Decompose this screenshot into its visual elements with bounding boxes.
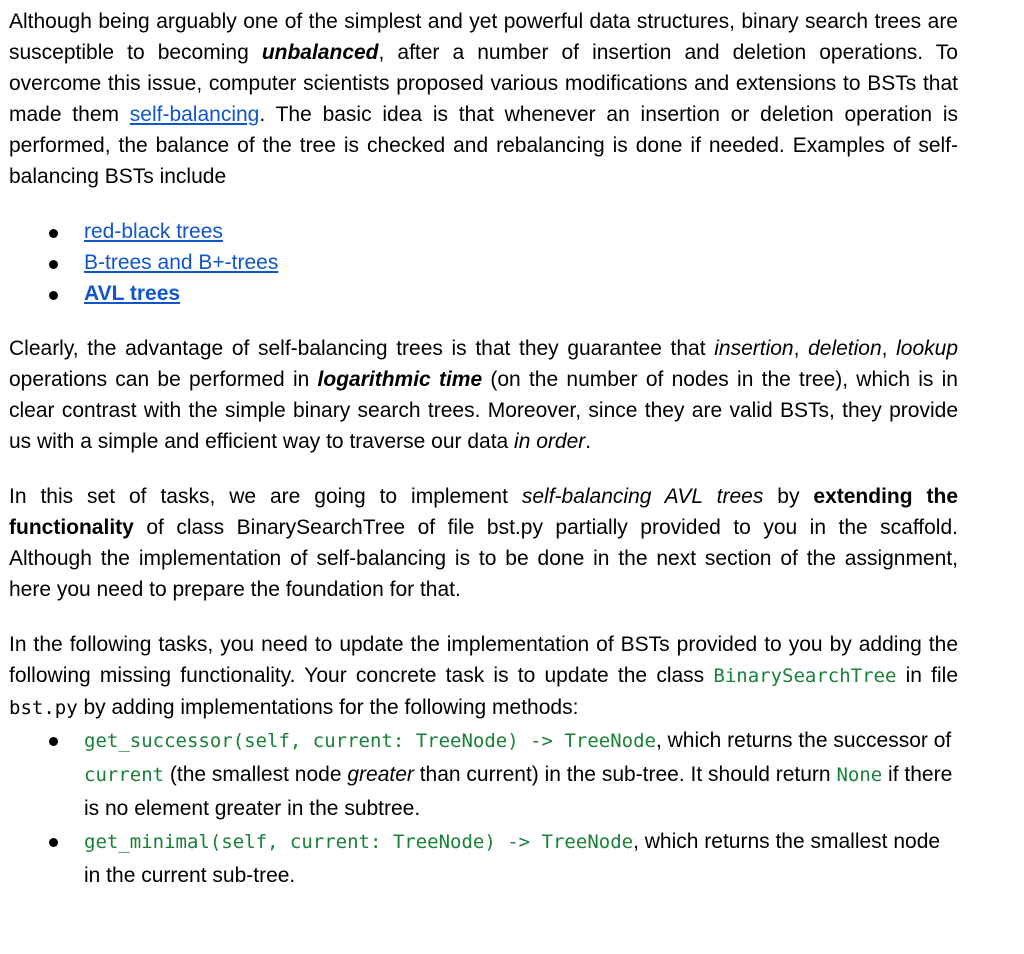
list-item [9,278,958,309]
tasks-paragraph [9,481,958,605]
tasks-text-1: In this set of tasks, we are going to implement [9,485,522,508]
intro-text-2: , after a number of insertion and deletion operations. To overcome this issue, computer scientists proposed various modifications and extensions to BSTs that made them [9,41,958,126]
intro-paragraph [9,6,958,192]
tasks-text-3: of class BinarySearchTree of file bst.py partially provided to you in the scaffold. Although the implementation of self-balancing is to be done in the next section of the assignment, here you need to prepare the foundation for that. [9,516,958,601]
self-balancing-link[interactable]: self-balancing [129,103,260,126]
follow-text-3: by adding implementations for the following methods: [77,696,579,719]
examples-list [9,216,958,309]
extending-emphasis: extending the functionality [9,485,959,539]
adv-text-5: (on the number of nodes in the tree), which is in clear contrast with the simple binary search trees. Moreover, since they are valid BSTs, they provide us with a simple and efficient way to traverse our data [9,368,958,453]
bullet-icon [49,291,58,300]
red-black-trees-link[interactable]: red-black trees [84,220,223,243]
method-desc: (the smallest node [164,763,348,786]
intro-text-3: . The basic idea is that whenever an insertion or deletion operation is performed, the balance of the tree is checked and rebalancing is done if needed. Examples of self-balancing BSTs include [9,103,958,188]
adv-text-2: , [793,337,809,360]
following-tasks-paragraph [9,629,958,724]
get-minimal-signature: get_minimal(self, current: TreeNode) -> TreeNode [84,831,634,853]
get-successor-signature: get_successor(self, current: TreeNode) -> TreeNode [84,730,656,752]
list-item [9,825,958,892]
current-code: current [84,764,165,786]
list-item [9,216,958,247]
intro-text-1: Although being arguably one of the simplest and yet powerful data structures, binary search trees are susceptible to becoming [9,10,958,64]
logarithmic-time-emphasis: logarithmic time [317,368,483,391]
adv-text-3: , [881,337,897,360]
methods-list [9,724,958,892]
follow-text-2: in file [896,664,959,687]
bullet-icon [49,260,58,269]
file-name-code: bst.py [9,697,78,719]
adv-text-6: . [585,430,592,453]
bullet-icon [49,229,58,238]
avl-emphasis: self-balancing AVL trees [521,485,764,508]
in-order-emphasis: in order [514,430,586,453]
insertion-emphasis: insertion [714,337,794,360]
list-item [9,724,958,825]
method-desc: , which returns the successor of [655,729,952,752]
advantage-paragraph [9,333,958,457]
list-item [9,247,958,278]
lookup-emphasis: lookup [896,337,959,360]
follow-text-1: In the following tasks, you need to update the implementation of BSTs provided to you by adding the following missing functionality. Your concrete task is to update the class [9,633,958,687]
method-desc: if there is no element greater in the subtree. [84,763,953,820]
deletion-emphasis: deletion [808,337,882,360]
tasks-text-2: by [763,485,814,508]
none-code: None [836,764,883,786]
b-trees-link[interactable]: B-trees and B+-trees [84,251,279,274]
avl-trees-link[interactable]: AVL trees [84,282,181,305]
method-desc: , which returns the smallest node in the current sub-tree. [84,830,941,887]
bullet-icon [49,737,58,746]
method-desc: than current) in the sub-tree. It should return [413,763,837,786]
class-name-code: BinarySearchTree [713,665,897,687]
unbalanced-emphasis: unbalanced [261,41,379,64]
adv-text-1: Clearly, the advantage of self-balancing trees is that they guarantee that [9,337,715,360]
bullet-icon [49,838,58,847]
adv-text-4: operations can be performed in [9,368,318,391]
greater-emphasis: greater [347,763,414,786]
